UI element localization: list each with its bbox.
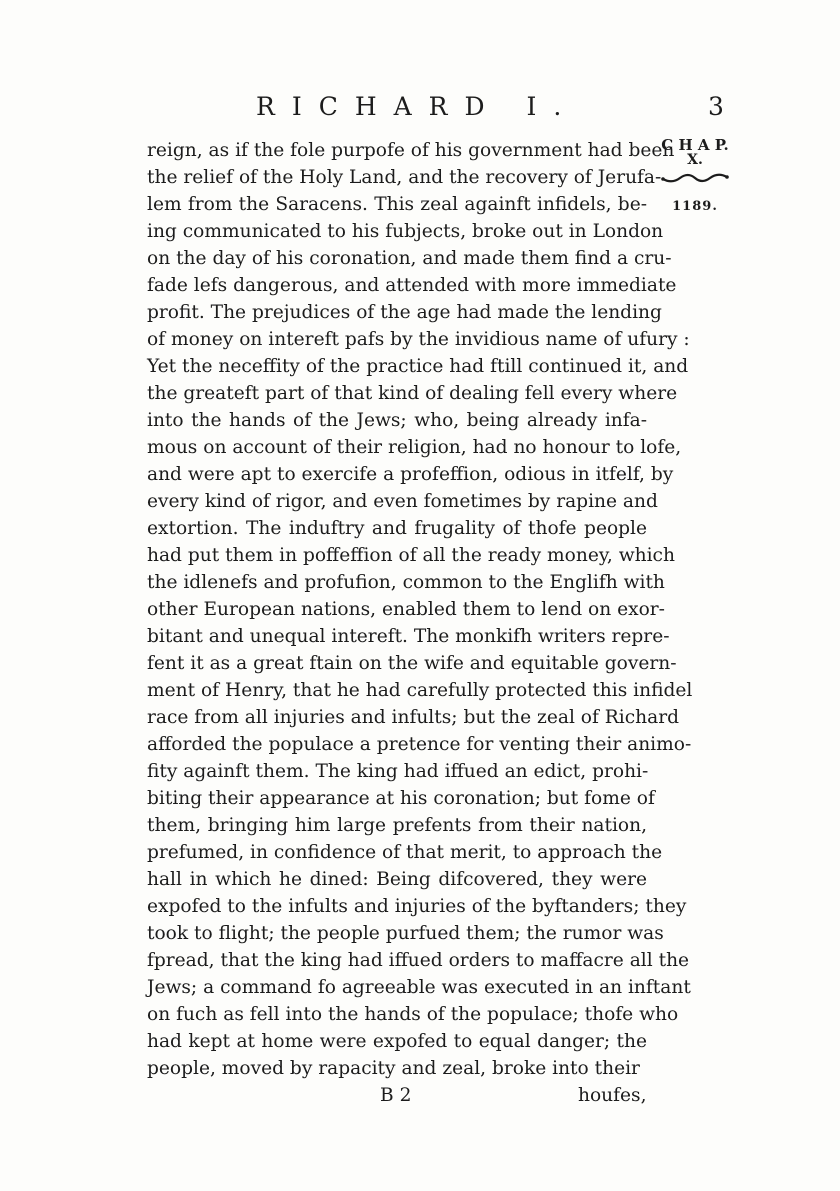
text-line: Jews; a command fo agreeable was executed in an inftant — [147, 977, 691, 998]
text-line: reign, as if the fole purpofe of his government had been — [147, 140, 675, 161]
text-line: on the day of his coronation, and made them find a cru- — [147, 248, 672, 269]
text-line: people, moved by rapacity and zeal, broke into their — [147, 1058, 640, 1079]
text-line: bitant and unequal intereft. The monkifh writers repre- — [147, 626, 670, 647]
text-line: had put them in poffeffion of all the ready money, which — [147, 545, 675, 566]
margin-note — [654, 137, 736, 215]
margin-year: 1189. — [672, 199, 718, 214]
text-line: the idlenefs and profufion, common to the Englifh with — [147, 572, 665, 593]
chapter-label: C H A P. — [661, 136, 729, 154]
catchword: houfes, — [578, 1085, 647, 1106]
text-line: of money on intereft pafs by the invidious name of ufury : — [147, 329, 690, 350]
text-line: fade lefs dangerous, and attended with more immediate — [147, 275, 677, 296]
text-line: hall in which he dined: Being difcovered, they were — [147, 869, 647, 890]
text-line: profit. The prejudices of the age had made the lending — [147, 302, 662, 323]
text-line: fpread, that the king had iffued orders to maffacre all the — [147, 950, 690, 971]
text-line: on fuch as fell into the hands of the populace; thofe who — [147, 1004, 679, 1025]
running-head: RICHARD I. — [256, 92, 579, 121]
text-line: took to flight; the people purfued them; the rumor was — [147, 923, 664, 944]
chapter-number: X. — [687, 152, 703, 168]
signature-mark: B 2 — [380, 1085, 412, 1106]
text-line: had kept at home were expofed to equal danger; the — [147, 1031, 647, 1052]
ornament-flourish-icon — [660, 171, 730, 183]
text-line: every kind of rigor, and even fometimes by rapine and — [147, 491, 658, 512]
page-number: 3 — [708, 92, 724, 121]
text-line: prefumed, in confidence of that merit, to approach the — [147, 842, 663, 863]
text-line: fity againft them. The king had iffued an edict, prohi- — [147, 761, 649, 782]
text-line: into the hands of the Jews; who, being already infa- — [147, 410, 647, 431]
text-line: mous on account of their religion, had no honour to lofe, — [147, 437, 682, 458]
text-line: Yet the neceffity of the practice had ftill continued it, and — [147, 356, 689, 377]
text-line: other European nations, enabled them to lend on exor- — [147, 599, 665, 620]
text-line: biting their appearance at his coronation; but fome of — [147, 788, 655, 809]
text-line: ing communicated to his fubjects, broke out in London — [147, 221, 664, 242]
text-line: race from all injuries and infults; but the zeal of Richard — [147, 707, 680, 728]
text-line: them, bringing him large prefents from their nation, — [147, 815, 647, 836]
text-line: extortion. The induftry and frugality of thofe people — [147, 518, 647, 539]
text-line: expofed to the infults and injuries of the byftanders; they — [147, 896, 687, 917]
text-line: afforded the populace a pretence for venting their animo- — [147, 734, 692, 755]
text-line: fent it as a great ftain on the wife and equitable govern- — [147, 653, 677, 674]
text-line: lem from the Saracens. This zeal againft infidels, be- — [147, 194, 647, 215]
text-line: and were apt to exercife a profeffion, odious in itfelf, by — [147, 464, 674, 485]
body-text — [147, 137, 693, 1082]
text-line: the relief of the Holy Land, and the recovery of Jerufa- — [147, 167, 662, 188]
text-line: ment of Henry, that he had carefully protected this infidel — [147, 680, 693, 701]
text-line: the greateft part of that kind of dealing fell every where — [147, 383, 678, 404]
